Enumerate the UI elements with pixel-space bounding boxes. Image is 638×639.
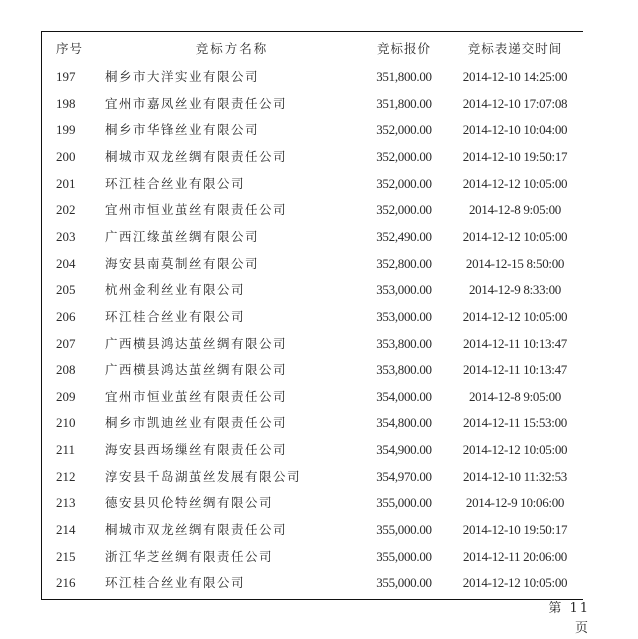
table-row <box>42 64 584 90</box>
cell-time: 2014-12-10 14:25:00 <box>462 69 568 84</box>
cell-no: 207 <box>56 335 76 351</box>
cell-price: 355,000.00 <box>376 548 432 564</box>
cell-price: 355,000.00 <box>376 575 432 591</box>
cell-name: 桐乡市大洋实业有限公司 <box>105 69 260 84</box>
cell-time: 2014-12-10 10:04:00 <box>462 122 568 138</box>
cell-price: 352,000.00 <box>376 148 432 164</box>
cell-name: 广西江缘茧丝绸有限公司 <box>105 228 260 244</box>
cell-no: 216 <box>56 575 76 591</box>
cell-time: 2014-12-10 11:32:53 <box>463 468 567 484</box>
cell-no: 198 <box>56 95 76 111</box>
cell-no: 211 <box>56 442 76 458</box>
cell-price: 354,800.00 <box>376 415 432 431</box>
cell-price: 354,970.00 <box>376 468 432 484</box>
cell-price: 355,000.00 <box>376 522 432 538</box>
cell-name: 宜州市恒业茧丝有限责任公司 <box>105 202 288 218</box>
table-row <box>42 544 584 570</box>
cell-price: 354,900.00 <box>376 442 432 458</box>
cell-no: 206 <box>56 308 76 324</box>
cell-name: 宜州市恒业茧丝有限责任公司 <box>105 388 288 404</box>
cell-name: 淳安县千岛湖茧丝发展有限公司 <box>105 468 302 484</box>
cell-price: 355,000.00 <box>376 495 432 511</box>
cell-time: 2014-12-11 10:13:47 <box>463 362 567 378</box>
cell-price: 351,800.00 <box>376 95 432 111</box>
table-header-row <box>42 36 584 62</box>
cell-price: 353,800.00 <box>376 335 432 351</box>
cell-time: 2014-12-8 9:05:00 <box>468 202 562 218</box>
cell-no: 210 <box>56 415 76 431</box>
table-row <box>42 251 584 277</box>
table-row <box>42 304 584 330</box>
cell-name: 广西横县鸿达茧丝绸有限公司 <box>105 362 288 378</box>
cell-time: 2014-12-11 20:06:00 <box>463 548 567 564</box>
table-row <box>42 384 584 410</box>
page-number: 第 11 页 <box>548 601 590 636</box>
cell-name: 海安县南莫制丝有限公司 <box>105 255 260 271</box>
cell-price: 352,800.00 <box>376 255 432 271</box>
table-row <box>42 517 584 543</box>
header-price: 竞标报价 <box>376 41 431 56</box>
cell-name: 杭州金利丝业有限公司 <box>105 282 246 298</box>
table-row <box>42 171 584 197</box>
table-row <box>42 197 584 223</box>
cell-no: 202 <box>56 202 76 218</box>
table-row <box>42 570 584 596</box>
header-time: 竞标表递交时间 <box>467 41 563 56</box>
cell-no: 204 <box>56 255 76 271</box>
cell-name: 桐乡市华锋丝业有限公司 <box>105 122 260 138</box>
table-row <box>42 224 584 250</box>
cell-price: 352,490.00 <box>376 228 432 244</box>
cell-time: 2014-12-12 10:05:00 <box>462 575 568 591</box>
cell-no: 212 <box>56 468 76 484</box>
cell-time: 2014-12-12 10:05:00 <box>462 228 568 244</box>
table-row <box>42 277 584 303</box>
cell-name: 德安县贝伦特丝绸有限公司 <box>105 495 274 511</box>
header-no: 序号 <box>56 41 84 56</box>
table-row <box>42 437 584 463</box>
cell-price: 353,800.00 <box>376 362 432 378</box>
cell-price: 352,000.00 <box>376 202 432 218</box>
table-row <box>42 464 584 490</box>
table-row <box>42 410 584 436</box>
cell-price: 354,000.00 <box>376 388 432 404</box>
cell-time: 2014-12-10 17:07:08 <box>462 95 568 111</box>
table-row <box>42 117 584 143</box>
cell-price: 352,000.00 <box>376 175 432 191</box>
cell-name: 环江桂合丝业有限公司 <box>105 575 246 591</box>
cell-no: 209 <box>56 388 76 404</box>
cell-no: 215 <box>56 548 76 564</box>
cell-name: 海安县西场缫丝有限责任公司 <box>105 442 288 458</box>
cell-no: 208 <box>56 362 76 378</box>
cell-time: 2014-12-12 10:05:00 <box>462 442 568 458</box>
table-row <box>42 490 584 516</box>
cell-time: 2014-12-12 10:05:00 <box>462 175 568 191</box>
cell-name: 桐城市双龙丝绸有限责任公司 <box>105 522 288 538</box>
cell-time: 2014-12-11 15:53:00 <box>463 415 567 431</box>
table-row <box>42 357 584 383</box>
cell-time: 2014-12-10 19:50:17 <box>462 148 568 164</box>
cell-name: 广西横县鸿达茧丝绸有限公司 <box>105 335 288 351</box>
cell-time: 2014-12-15 8:50:00 <box>465 255 565 271</box>
cell-no: 213 <box>56 495 76 511</box>
cell-time: 2014-12-12 10:05:00 <box>462 308 568 324</box>
cell-name: 环江桂合丝业有限公司 <box>105 308 246 324</box>
cell-time: 2014-12-9 8:33:00 <box>468 282 562 298</box>
cell-name: 浙江华芝丝绸有限责任公司 <box>105 548 274 564</box>
cell-no: 203 <box>56 228 76 244</box>
cell-time: 2014-12-9 10:06:00 <box>465 495 565 511</box>
bid-table <box>41 31 583 600</box>
cell-time: 2014-12-11 10:13:47 <box>463 335 567 351</box>
cell-no: 214 <box>56 522 76 538</box>
cell-name: 宜州市嘉凤丝业有限责任公司 <box>105 95 288 111</box>
table-row <box>42 144 584 170</box>
cell-time: 2014-12-8 9:05:00 <box>468 388 562 404</box>
cell-name: 桐城市双龙丝绸有限责任公司 <box>105 148 288 164</box>
cell-price: 353,000.00 <box>376 308 432 324</box>
cell-no: 199 <box>56 122 76 138</box>
cell-no: 205 <box>56 282 76 298</box>
cell-price: 352,000.00 <box>376 122 432 138</box>
cell-no: 200 <box>56 148 76 164</box>
cell-time: 2014-12-10 19:50:17 <box>462 522 568 538</box>
cell-price: 353,000.00 <box>376 282 432 298</box>
cell-no: 197 <box>56 69 76 84</box>
table-row <box>42 331 584 357</box>
table-row <box>42 91 584 117</box>
header-name: 竞标方名称 <box>195 41 269 56</box>
cell-name: 环江桂合丝业有限公司 <box>105 175 246 191</box>
cell-price: 351,800.00 <box>376 69 432 84</box>
cell-name: 桐乡市凯迪丝业有限责任公司 <box>105 415 288 431</box>
cell-no: 201 <box>56 175 76 191</box>
